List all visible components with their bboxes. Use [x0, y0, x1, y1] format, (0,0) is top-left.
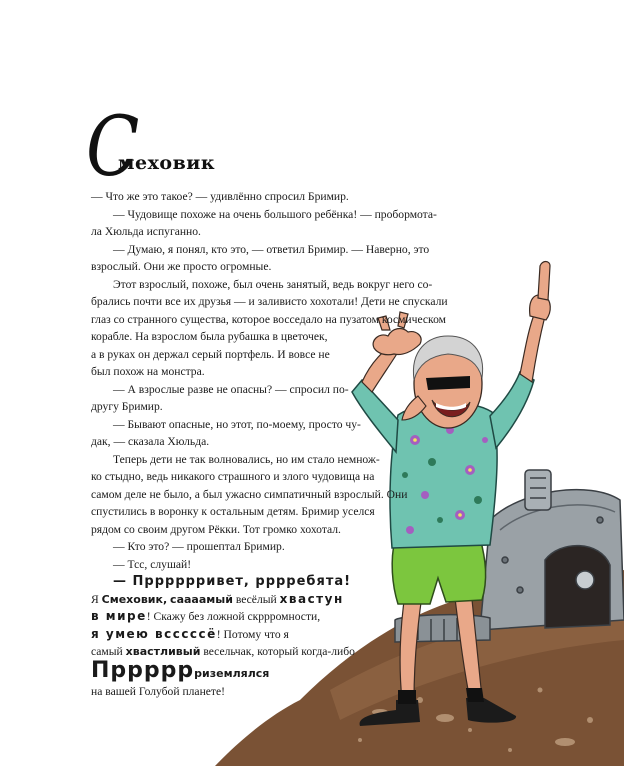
- speech-word: риземлялся: [194, 666, 270, 680]
- speech-line: [91, 608, 466, 626]
- text-line: Этот взрослый, похоже, был очень занятый, ведь вокруг него со-: [113, 277, 433, 291]
- speech-word: саааамый: [170, 592, 233, 606]
- text-line: брались почти все их друзья — и заливисто хохотали! Дети не спускали: [91, 295, 448, 308]
- speech-text: Я: [91, 592, 99, 606]
- text-line: другу Бримир.: [91, 400, 163, 413]
- text-line: — Думаю, я понял, кто это, — ответил Бримир. — Наверно, это: [113, 242, 430, 256]
- speech-word: весельчак: [203, 645, 252, 658]
- text-line: а в руках он держал серый портфель. И вовсе не: [91, 347, 330, 361]
- speech-word: весёлый: [235, 592, 277, 606]
- speech-word: хвастун: [279, 591, 344, 606]
- chapter-heading: [86, 100, 346, 195]
- speech-shout-can: я умею всссссё: [91, 626, 217, 641]
- speech-word: самый: [91, 645, 123, 658]
- speech-word: хвастливый: [125, 645, 201, 658]
- text-line: — А взрослые разве не опасны? — спросил по-: [113, 382, 349, 396]
- speech-line: на вашей Голубой планете!: [91, 684, 226, 698]
- speech-shout-world: в мире: [91, 609, 147, 623]
- text-line: взрослый. Они же просто огромные.: [91, 260, 272, 273]
- text-line: — Тсс, слушай!: [113, 557, 192, 571]
- speech-line: [91, 591, 466, 609]
- text-line: Теперь дети не так волновались, но им стало немнож-: [113, 452, 380, 466]
- text-line: спустились в воронку к остальным детям. Бримир уселся: [91, 505, 375, 518]
- speech-big-word: Пррррр: [91, 657, 195, 683]
- chapter-dropcap: С: [86, 100, 140, 195]
- speech-text: , который когда-либо: [251, 645, 355, 658]
- text-line: — Бывают опасные, но этот, по-моему, просто чу-: [113, 417, 361, 431]
- text-line: корабле. На взрослом была рубашка в цветочек,: [91, 330, 328, 343]
- text-line: — Кто это? — прошептал Бримир.: [113, 540, 285, 553]
- text-line: ла Хюльда испуганно.: [91, 225, 201, 238]
- speech-text: ! Скажу без ложной скррромности,: [146, 610, 321, 623]
- story-text: [91, 188, 466, 700]
- text-line: самом деле не было, а был ужасно симпатичный взрослый. Они: [91, 487, 408, 501]
- text-line: — Чудовище похоже на очень большого ребёнка! — пробормота-: [113, 207, 437, 221]
- text-line: — Что же это такое? — удивлённо спросил Бримир.: [91, 190, 349, 203]
- speech-name: Смеховик,: [101, 592, 168, 606]
- speech-line: [91, 626, 466, 644]
- text-line: рядом со своим другом Рёкки. Тот громко хохотал.: [91, 522, 341, 536]
- speech-text: ! Потому что я: [216, 627, 289, 641]
- text-line: был похож на монстра.: [91, 365, 205, 378]
- text-line: ко стыдно, ведь никакого страшного и злого чудовища на: [91, 470, 375, 483]
- text-line: дак, — сказала Хюльда.: [91, 435, 210, 448]
- speech-line: [91, 657, 466, 683]
- text-line: глаз со странного существа, которое восседало на пузатом космическом: [91, 312, 447, 326]
- chapter-title: меховик: [118, 152, 216, 174]
- speech-shout-greeting: — Прррррривет, рррребята!: [113, 574, 352, 589]
